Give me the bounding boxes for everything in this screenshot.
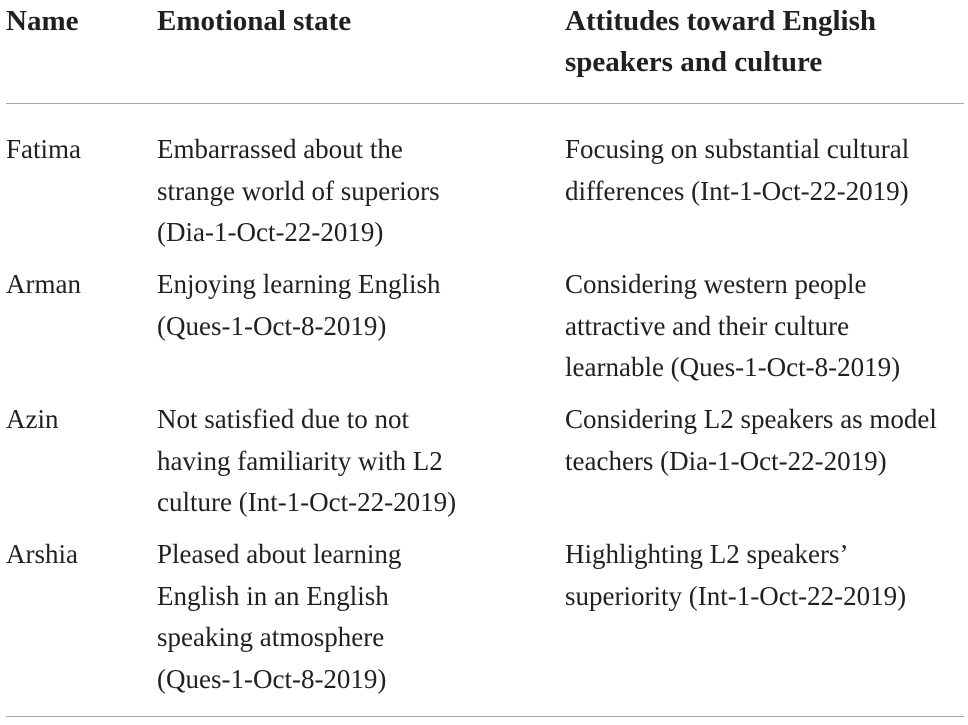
- cell-name: Fatima: [6, 134, 81, 164]
- cell-emotional-state: Not satisfied due to not having familiarity with L2 culture (Int-1-Oct-22-2019): [157, 404, 457, 517]
- cell-attitudes: Focusing on substantial cultural differences (Int-1-Oct-22-2019): [565, 134, 910, 206]
- header-divider: [6, 103, 964, 104]
- cell-emotional-state: Pleased about learning English in an English speaking atmosphere (Ques-1-Oct-8-2019): [157, 539, 402, 694]
- cell-emotional-state: Embarrassed about the strange world of superiors (Dia-1-Oct-22-2019): [157, 134, 440, 247]
- header-name: Name: [6, 5, 79, 37]
- header-emotional-state: Emotional state: [157, 5, 352, 37]
- cell-emotional-state: Enjoying learning English (Ques-1-Oct-8-2019): [157, 269, 441, 341]
- header-attitudes: Attitudes toward English speakers and culture: [565, 5, 876, 78]
- cell-attitudes: Considering L2 speakers as model teachers (Dia-1-Oct-22-2019): [565, 404, 937, 476]
- table-bottom-rule: [6, 716, 964, 717]
- cell-attitudes: Considering western people attractive and their culture learnable (Ques-1-Oct-8-2019): [565, 269, 901, 382]
- cell-name: Arshia: [6, 539, 78, 569]
- cell-attitudes: Highlighting L2 speakers’ superiority (Int-1-Oct-22-2019): [565, 539, 907, 611]
- table-header-row: [0, 1, 968, 101]
- cell-name: Arman: [6, 269, 81, 299]
- cell-name: Azin: [6, 404, 59, 434]
